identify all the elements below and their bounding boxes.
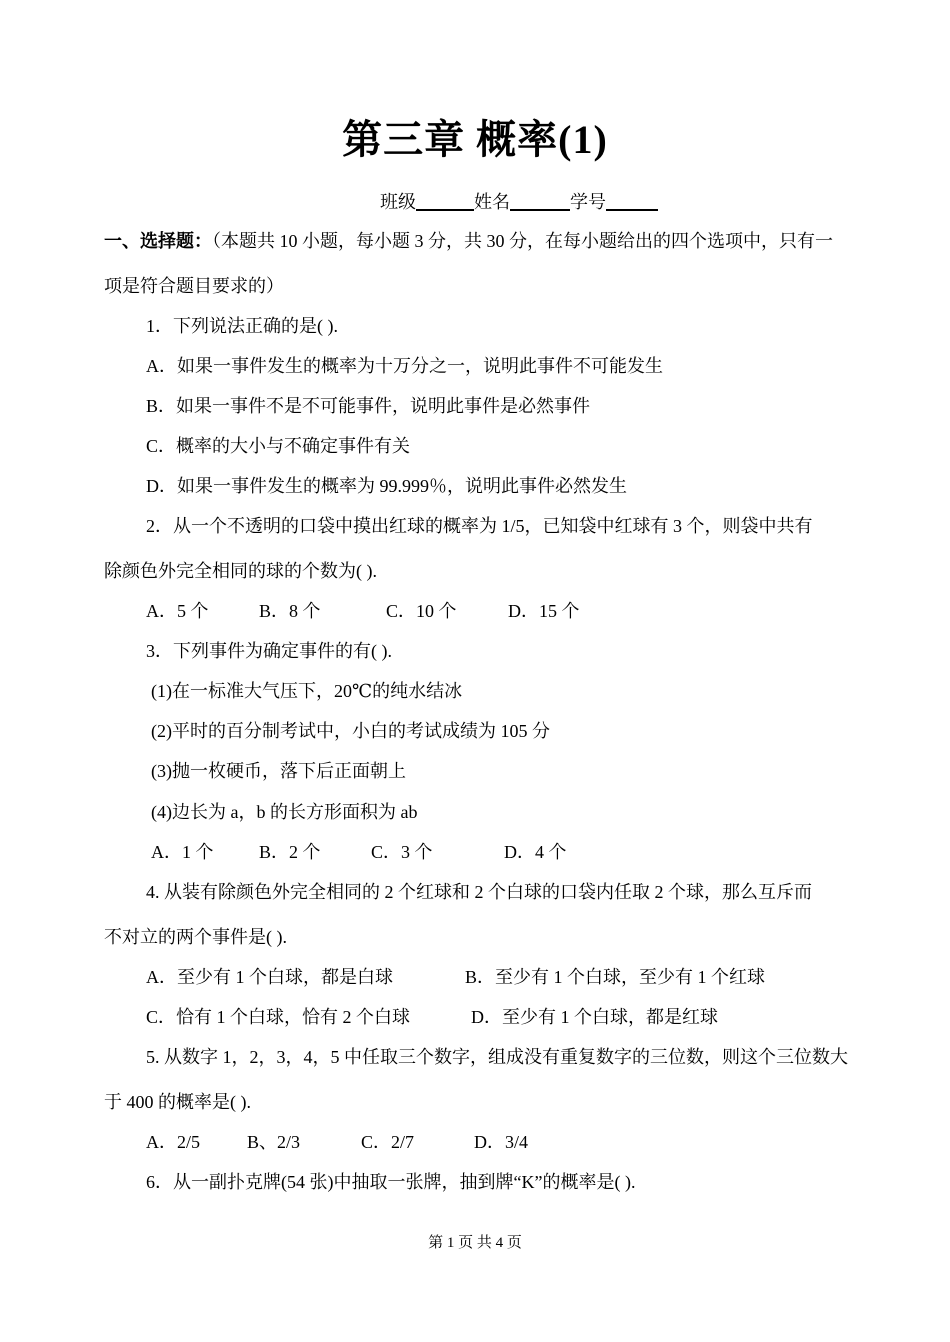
page-footer: 第 1 页 共 4 页 <box>428 1235 522 1251</box>
q3-item-3: (3)抛一枚硬币，落下后正面朝上 <box>151 761 406 781</box>
instructions-line1: （本题共 10 小题，每小题 3 分，共 30 分，在每小题给出的四个选项中，只有一 <box>212 231 833 251</box>
q1-option-c: C．概率的大小与不确定事件有关 <box>146 436 411 456</box>
q3-option-b: B．2 个 <box>259 842 321 862</box>
q3-option-d: D．4 个 <box>504 842 567 862</box>
q4-option-a: A．至少有 1 个白球，都是白球 <box>146 967 393 987</box>
q5-option-b: B、2/3 <box>247 1132 301 1152</box>
id-blank <box>606 191 658 211</box>
q1-option-a: A．如果一事件发生的概率为十万分之一，说明此事件不可能发生 <box>146 356 663 376</box>
q5-option-c: C．2/7 <box>361 1132 415 1152</box>
q1-option-d: D．如果一事件发生的概率为 99.999％，说明此事件必然发生 <box>146 476 627 496</box>
q6-stem: 6．从一副扑克牌(54 张)中抽取一张牌，抽到牌“K”的概率是( ). <box>146 1172 636 1192</box>
q2-stem-line2: 除颜色外完全相同的球的个数为( ). <box>104 561 377 581</box>
q4-stem-line2: 不对立的两个事件是( ). <box>104 927 287 947</box>
q3-item-2: (2)平时的百分制考试中，小白的考试成绩为 105 分 <box>151 721 550 741</box>
q4-option-d: D．至少有 1 个白球，都是红球 <box>471 1007 718 1027</box>
q1-option-b: B．如果一事件不是不可能事件，说明此事件是必然事件 <box>146 396 591 416</box>
section-instructions <box>104 229 833 253</box>
q3-item-4: (4)边长为 a，b 的长方形面积为 ab <box>151 802 418 822</box>
q5-stem-line1: 5. 从数字 1，2，3，4，5 中任取三个数字，组成没有重复数字的三位数，则这个三位数大 <box>146 1047 848 1067</box>
q5-option-d: D．3/4 <box>474 1132 528 1152</box>
class-blank <box>416 191 474 211</box>
q3-option-a: A．1 个 <box>151 842 214 862</box>
q2-stem-line1: 2．从一个不透明的口袋中摸出红球的概率为 1/5，已知袋中红球有 3 个，则袋中共有 <box>146 516 813 536</box>
name-label: 姓名 <box>474 192 510 212</box>
q3-option-c: C．3 个 <box>371 842 433 862</box>
q3-stem: 3．下列事件为确定事件的有( ). <box>146 641 392 661</box>
q3-item-1: (1)在一标准大气压下，20℃的纯水结冰 <box>151 681 463 701</box>
instructions-line2: 项是符合题目要求的） <box>104 276 284 296</box>
q5-stem-line2: 于 400 的概率是( ). <box>104 1092 251 1112</box>
q2-option-b: B．8 个 <box>259 601 321 621</box>
q5-option-a: A．2/5 <box>146 1132 200 1152</box>
page-title: 第三章 概率(1) <box>342 117 608 162</box>
section-heading: 一、选择题： <box>104 231 212 251</box>
class-label: 班级 <box>380 192 416 212</box>
q4-option-c: C．恰有 1 个白球，恰有 2 个白球 <box>146 1007 411 1027</box>
q2-option-c: C．10 个 <box>386 601 457 621</box>
q1-stem: 1．下列说法正确的是( ). <box>146 316 338 336</box>
name-blank <box>510 191 570 211</box>
q2-option-a: A．5 个 <box>146 601 209 621</box>
q4-option-b: B．至少有 1 个白球，至少有 1 个红球 <box>465 967 766 987</box>
q4-stem-line1: 4. 从装有除颜色外完全相同的 2 个红球和 2 个白球的口袋内任取 2 个球，那么互斥而 <box>146 882 812 902</box>
student-info-fields <box>380 190 658 214</box>
q2-option-d: D．15 个 <box>508 601 580 621</box>
id-label: 学号 <box>570 192 606 212</box>
